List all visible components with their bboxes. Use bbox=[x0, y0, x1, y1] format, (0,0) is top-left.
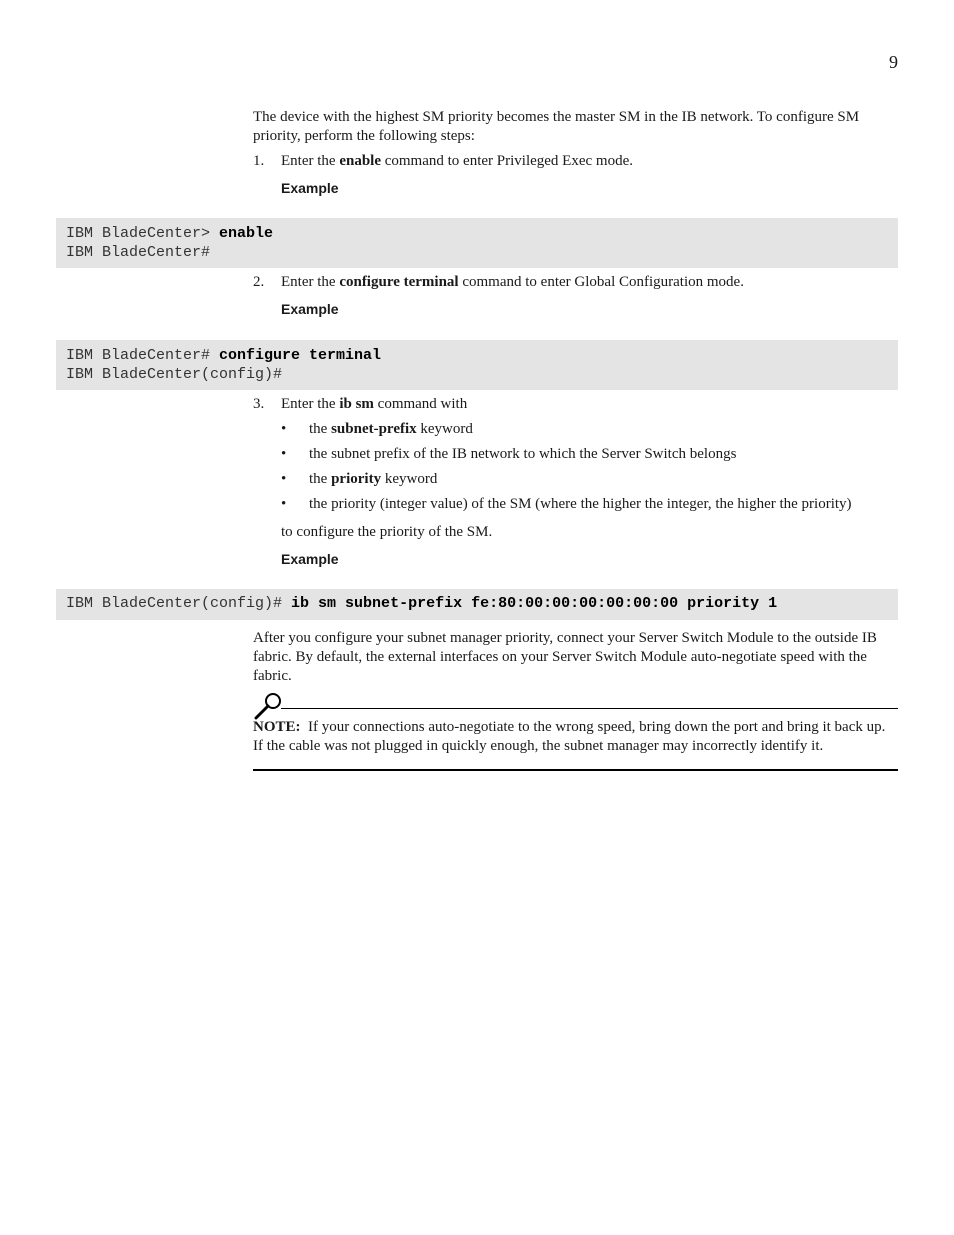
intro-paragraph: The device with the highest SM priority becomes the master SM in the IB network. To configure SM priority, perform the following steps: bbox=[253, 109, 860, 144]
note-text: NOTE: If your connections auto-negotiate to the wrong speed, bring down the port and bring it back up. If the cable was not plugged in quickly enough, the subnet manager may incorrectly identify it. bbox=[253, 719, 886, 754]
step-3: 3. Enter the ib sm command with bbox=[253, 396, 468, 412]
step-1: 1. Enter the enable command to enter Privileged Exec mode. bbox=[253, 153, 633, 169]
code-block-configure: IBM BladeCenter# configure terminal IBM BladeCenter(config)# bbox=[56, 340, 898, 390]
command-keyword: ib sm bbox=[339, 396, 374, 412]
command-keyword: configure terminal bbox=[339, 274, 459, 290]
code-command: enable bbox=[219, 225, 274, 242]
note-top-rule bbox=[281, 708, 898, 709]
code-block-ib-sm: IBM BladeCenter(config)# ib sm subnet-prefix fe:80:00:00:00:00:00:00 priority 1 bbox=[56, 589, 898, 620]
command-keyword: enable bbox=[339, 153, 381, 169]
example-label: Example bbox=[281, 551, 339, 567]
bullet-item: • the subnet-prefix keyword bbox=[281, 421, 473, 437]
example-label: Example bbox=[281, 301, 339, 317]
after-paragraph: After you configure your subnet manager priority, connect your Server Switch Module to the outside IB fabric. By default, the external interfaces on your Server Switch Module auto-negotiate speed with the fabric. bbox=[253, 630, 877, 684]
example-label: Example bbox=[281, 180, 339, 196]
step-number: 2. bbox=[253, 274, 265, 290]
note-bottom-rule bbox=[253, 769, 898, 771]
step-3-tail: to configure the priority of the SM. bbox=[281, 524, 493, 540]
page-number: 9 bbox=[889, 52, 898, 72]
bullet-item: • the subnet prefix of the IB network to which the Server Switch belongs bbox=[281, 446, 737, 462]
bullet-item: • the priority (integer value) of the SM (where the higher the integer, the higher the priority) bbox=[281, 496, 852, 512]
step-2: 2. Enter the configure terminal command to enter Global Configuration mode. bbox=[253, 274, 744, 290]
code-command: ib sm subnet-prefix fe:80:00:00:00:00:00:00 priority 1 bbox=[291, 595, 778, 612]
bullet-item: • the priority keyword bbox=[281, 471, 438, 487]
code-block-enable: IBM BladeCenter> enable IBM BladeCenter# bbox=[56, 218, 898, 268]
note-label: NOTE: bbox=[253, 719, 301, 735]
step-number: 3. bbox=[253, 396, 265, 412]
code-command: configure terminal bbox=[219, 347, 382, 364]
step-number: 1. bbox=[253, 153, 265, 169]
magnifier-icon bbox=[253, 691, 283, 721]
